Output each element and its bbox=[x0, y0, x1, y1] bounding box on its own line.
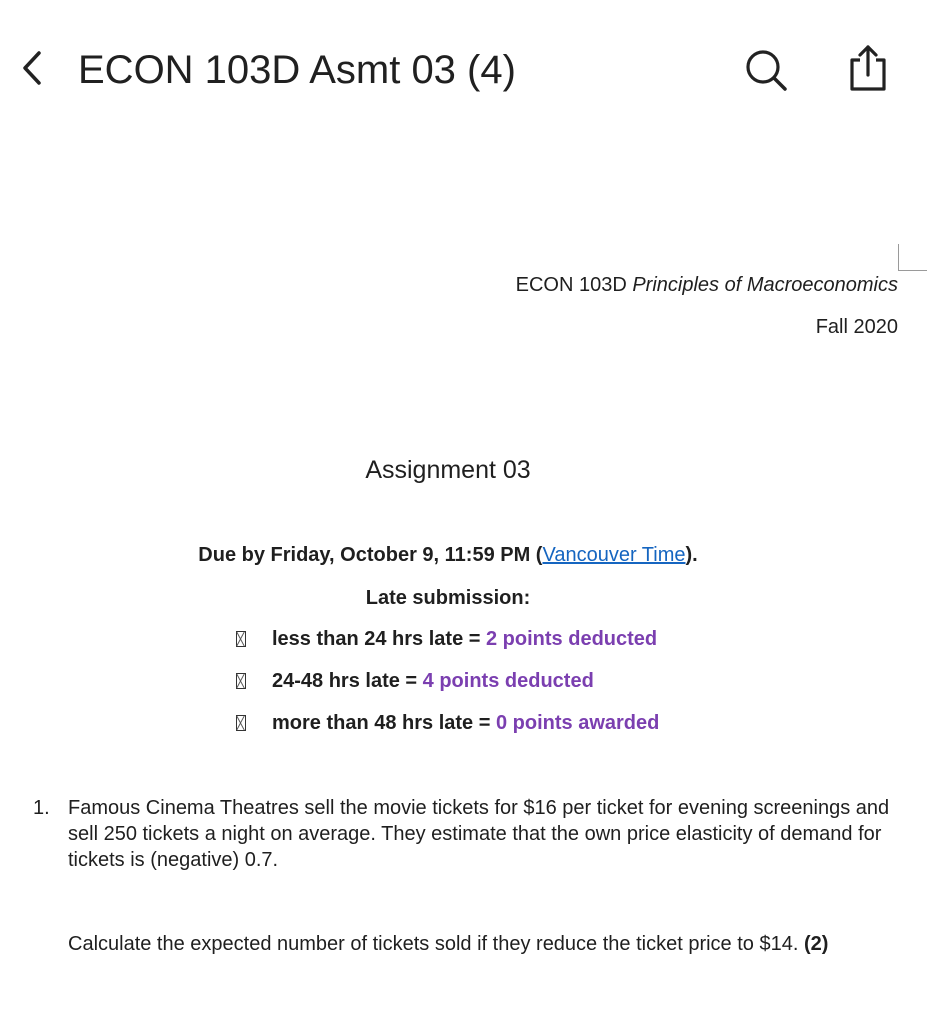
due-prefix: Due by Friday, October 9, 11:59 PM ( bbox=[198, 544, 543, 566]
share-button[interactable] bbox=[840, 40, 896, 96]
late-penalty: 0 points awarded bbox=[495, 712, 660, 734]
share-icon bbox=[846, 43, 890, 93]
course-name: Principles of Macroeconomics bbox=[632, 274, 898, 296]
bullet-glyph-icon bbox=[236, 715, 246, 731]
course-term: Fall 2020 bbox=[815, 316, 898, 338]
page-corner-marker bbox=[898, 244, 927, 271]
question-points: (2) bbox=[803, 933, 829, 955]
question-task bbox=[68, 931, 914, 957]
question-number: 1. bbox=[33, 797, 50, 819]
list-item bbox=[236, 668, 659, 710]
due-date bbox=[0, 542, 896, 568]
question-text: Famous Cinema Theatres sell the movie tickets for $16 per ticket for evening screenings and sell 250 tickets a night on average. They estimate that the own price elasticity of demand for tickets is (negative) 0.7. bbox=[68, 797, 890, 871]
assignment-title: Assignment 03 bbox=[365, 456, 531, 484]
late-submission-heading: Late submission: bbox=[365, 587, 531, 609]
search-button[interactable] bbox=[738, 44, 794, 96]
chevron-left-icon bbox=[17, 48, 47, 88]
list-item bbox=[236, 626, 659, 668]
list-item bbox=[236, 710, 659, 752]
late-condition: less than 24 hrs late = bbox=[272, 628, 481, 650]
bullet-glyph-icon bbox=[236, 673, 246, 689]
back-button[interactable] bbox=[8, 42, 56, 94]
vancouver-time-link[interactable]: Vancouver Time bbox=[542, 544, 686, 566]
course-code: ECON 103D bbox=[515, 274, 627, 296]
late-condition: more than 48 hrs late = bbox=[272, 712, 491, 734]
late-penalty: 4 points deducted bbox=[422, 670, 594, 692]
bullet-glyph-icon bbox=[236, 631, 246, 647]
document-title: ECON 103D Asmt 03 (4) bbox=[78, 48, 516, 92]
late-penalty: 2 points deducted bbox=[486, 628, 658, 650]
question-task-text: Calculate the expected number of tickets sold if they reduce the ticket price to $14. bbox=[68, 933, 804, 955]
course-heading bbox=[516, 272, 898, 298]
late-policy-list bbox=[236, 626, 659, 752]
app-bar bbox=[0, 0, 940, 140]
due-suffix: ). bbox=[685, 544, 698, 566]
search-icon bbox=[743, 47, 789, 93]
late-condition: 24-48 hrs late = bbox=[272, 670, 418, 692]
